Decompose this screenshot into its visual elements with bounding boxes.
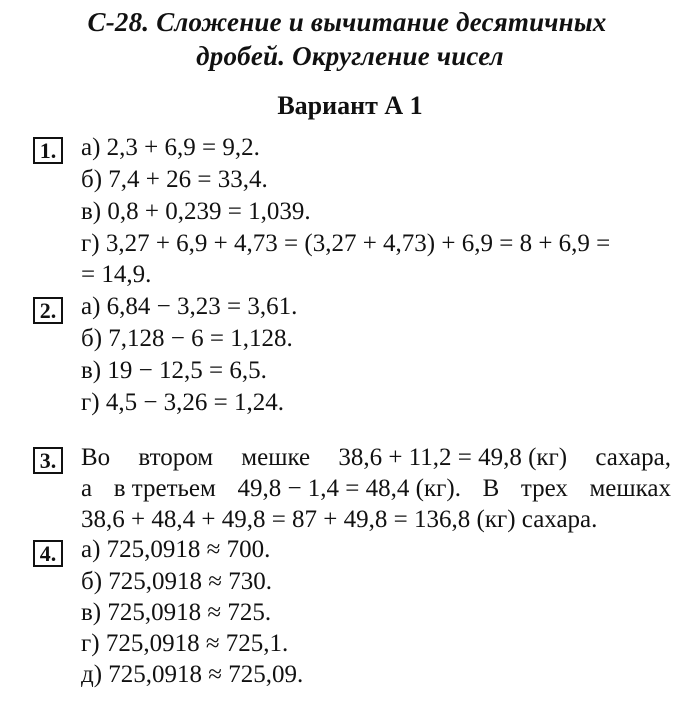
task-3-line-2 bbox=[81, 474, 671, 504]
task-number-4: 4. bbox=[33, 540, 63, 567]
task-1-line-d-continued: = 14,9. bbox=[81, 261, 152, 288]
task-3-line-2-word: мешках bbox=[589, 475, 671, 502]
task-3-line-1-expression: 38,6 + 11,2 = 49,8 (кг) bbox=[338, 444, 568, 471]
task-number-3: 3. bbox=[33, 447, 63, 474]
task-4-line-a: а) 725,0918 ≈ 700. bbox=[81, 536, 271, 563]
task-3-line-2-word: а bbox=[81, 475, 93, 502]
task-1-line-c: в) 0,8 + 0,239 = 1,039. bbox=[81, 198, 311, 225]
task-1-line-b: б) 7,4 + 26 = 33,4. bbox=[81, 166, 268, 193]
task-3-line-3: 38,6 + 48,4 + 49,8 = 87 + 49,8 = 136,8 (кг) сахара. bbox=[81, 506, 598, 533]
task-3-line-1 bbox=[81, 443, 671, 473]
task-number-1: 1. bbox=[33, 137, 63, 164]
task-3-line-1-word: сахара, bbox=[595, 444, 671, 471]
task-2-line-d: г) 4,5 − 3,26 = 1,24. bbox=[81, 389, 285, 416]
task-4-line-d: г) 725,0918 ≈ 725,1. bbox=[81, 630, 289, 657]
task-4-line-b: б) 725,0918 ≈ 730. bbox=[81, 568, 273, 595]
task-2-line-c: в) 19 − 12,5 = 6,5. bbox=[81, 357, 267, 384]
task-3-line-2-word: в третьем bbox=[113, 475, 216, 502]
task-2-line-a: а) 6,84 − 3,23 = 3,61. bbox=[81, 293, 298, 320]
task-3-line-2-expression: 49,8 − 1,4 = 48,4 (кг). bbox=[237, 475, 461, 502]
task-number-2: 2. bbox=[33, 297, 63, 324]
page-title-line-1: С-28. Сложение и вычитание десятичных bbox=[87, 7, 607, 37]
task-1-line-a: а) 2,3 + 6,9 = 9,2. bbox=[81, 134, 260, 161]
task-3-line-2-word: трех bbox=[520, 475, 568, 502]
task-3-line-1-word: мешке bbox=[241, 444, 311, 471]
task-1-line-d: г) 3,27 + 6,9 + 4,73 = (3,27 + 4,73) + 6,9 = 8 + 6,9 = bbox=[81, 230, 611, 257]
task-3-line-1-word: втором bbox=[138, 444, 214, 471]
task-4-line-e: д) 725,0918 ≈ 725,09. bbox=[81, 661, 304, 688]
task-2-line-b: б) 7,128 − 6 = 1,128. bbox=[81, 325, 293, 352]
task-3-line-1-word: Во bbox=[81, 444, 111, 471]
task-3-line-2-word: В bbox=[482, 475, 500, 502]
variant-heading: Вариант А 1 bbox=[277, 91, 423, 120]
page-title-line-2: дробей. Округление чисел bbox=[196, 41, 504, 71]
task-4-line-c: в) 725,0918 ≈ 725. bbox=[81, 599, 272, 626]
